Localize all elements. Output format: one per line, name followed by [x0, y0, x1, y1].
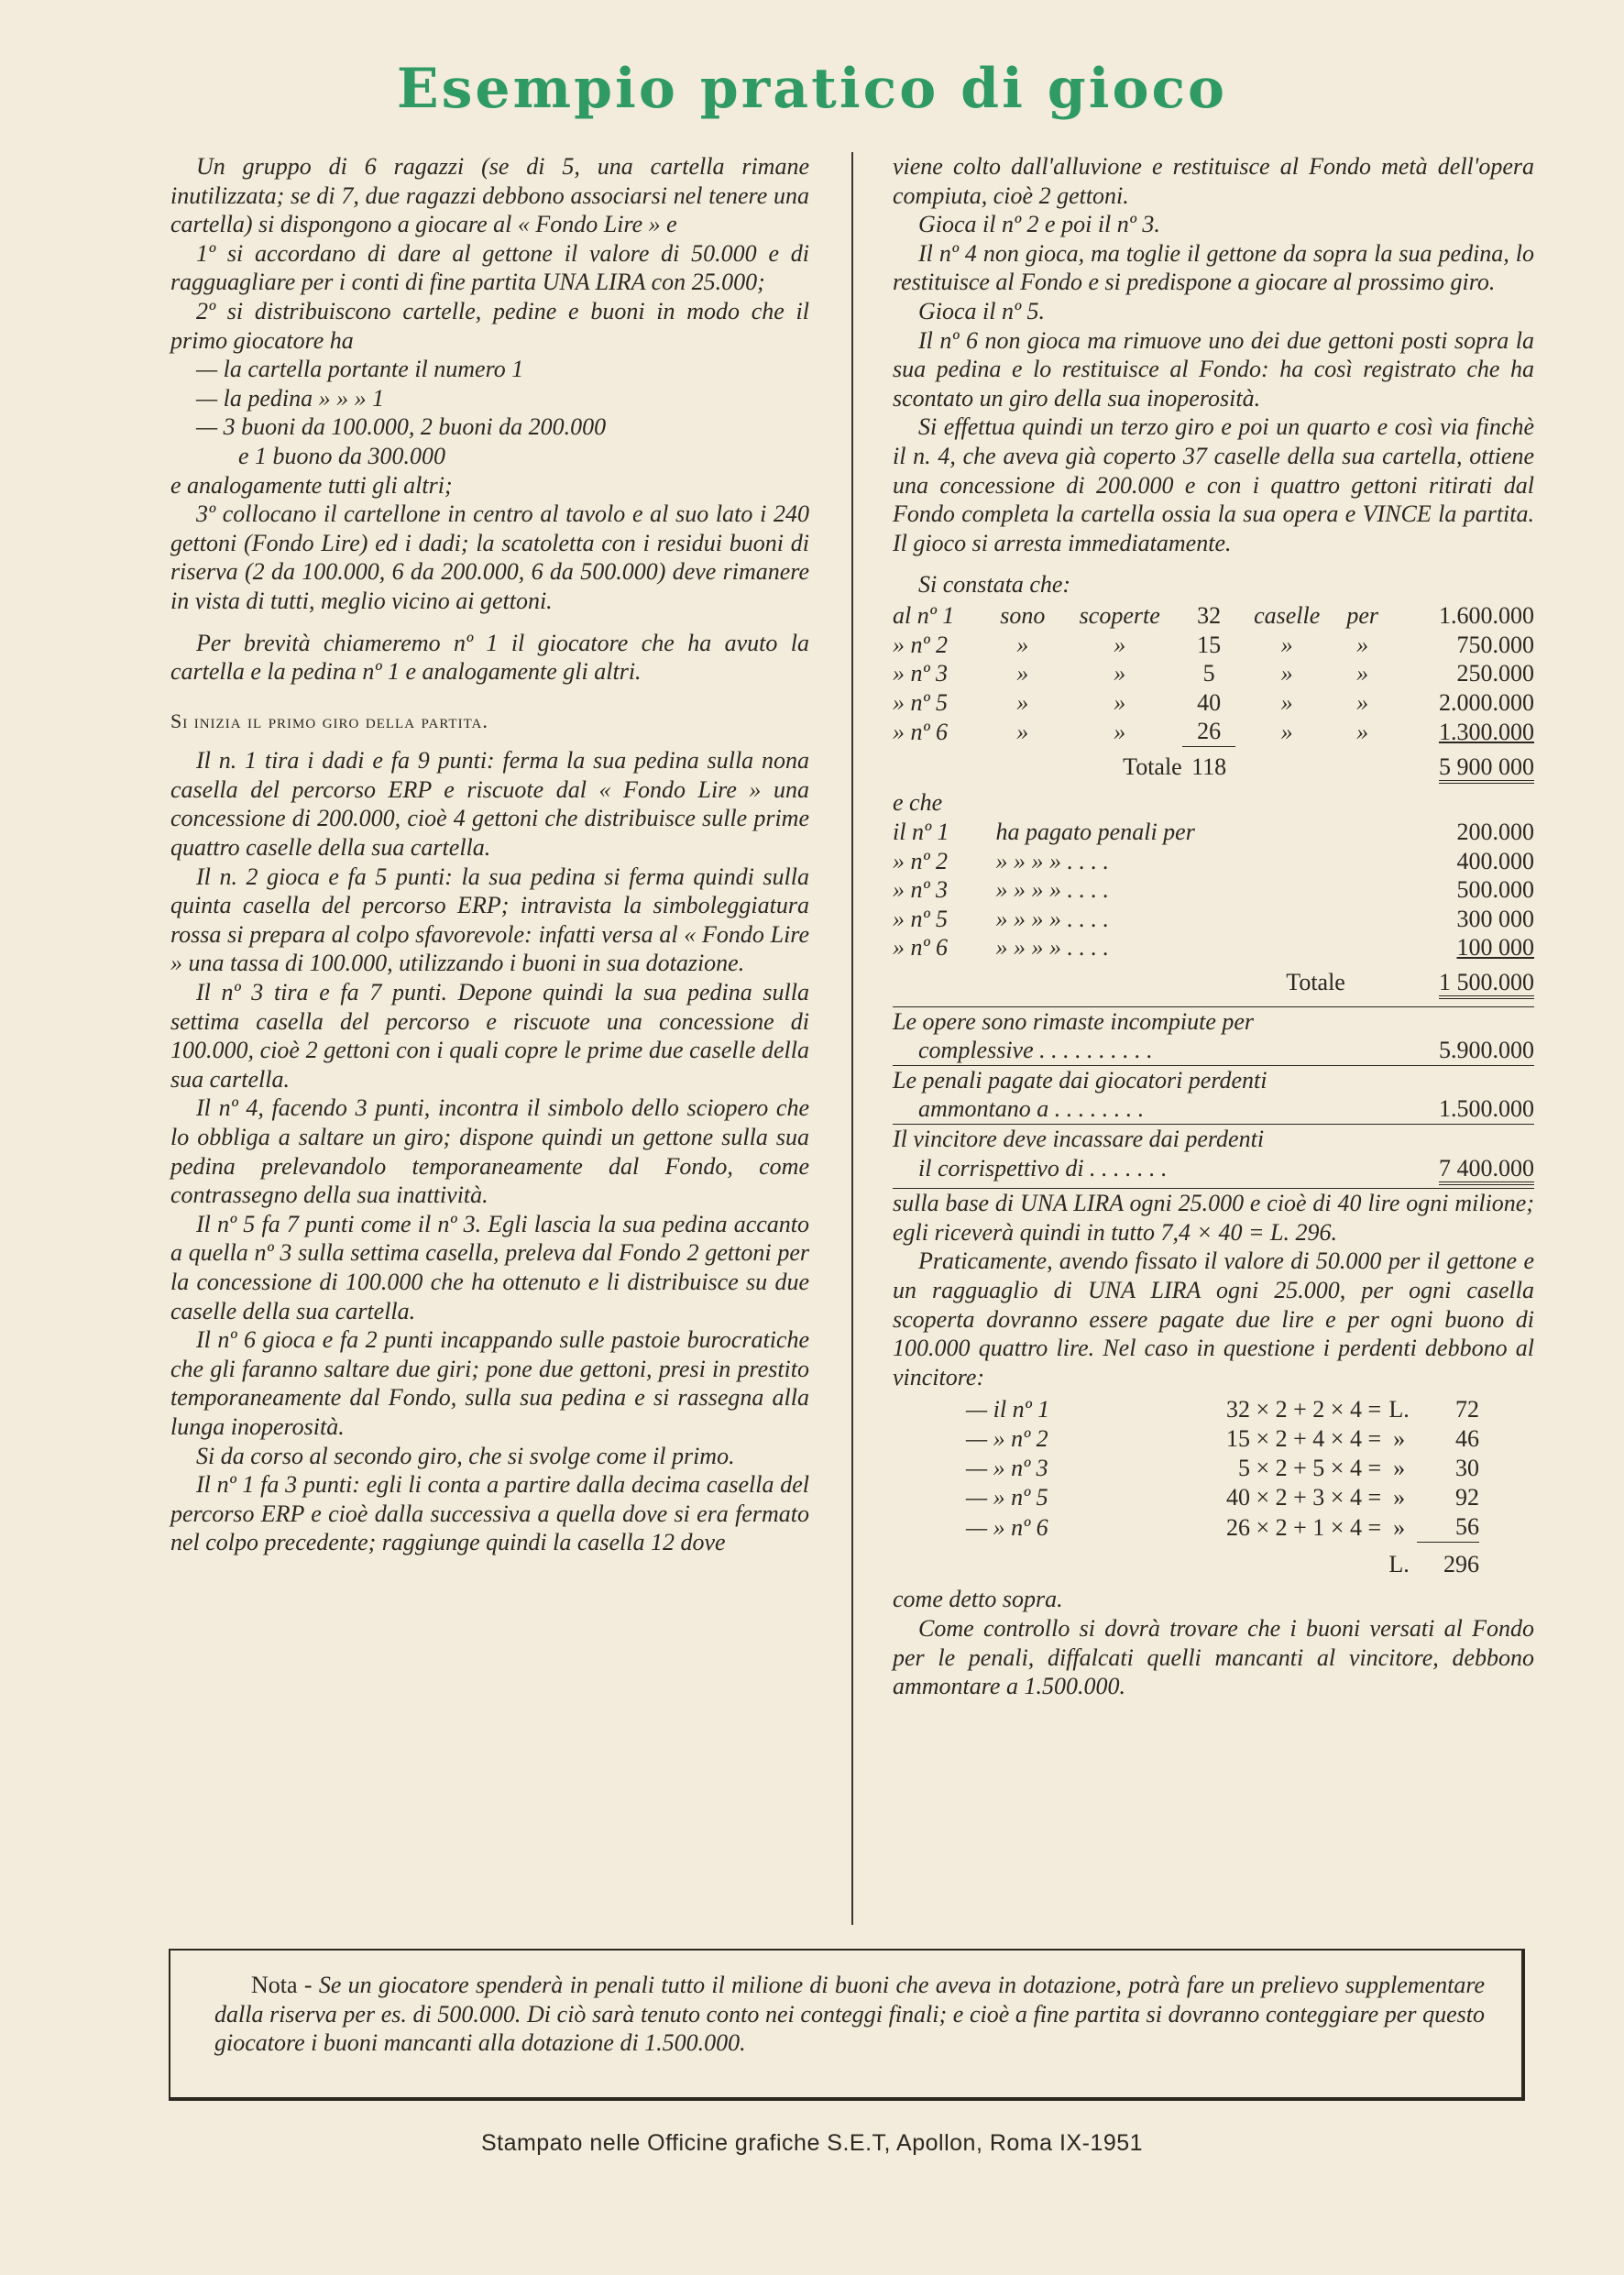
text-cell: » [1356, 631, 1369, 658]
text-cell: scoperte [1079, 601, 1160, 629]
section-heading: Si inizia il primo giro della partita. [170, 709, 488, 732]
paragraph: Il nº 3 tira e fa 7 punti. Depone quindi la sua pedina sulla settima casella del percorso e riscuote una concessione di 100.000, cioè 2 gettoni con i quali copre le prime due caselle della sua cartella. [170, 979, 809, 1093]
text-cell: » » » » . . . . [995, 905, 1109, 932]
amount-cell: 92 [1455, 1484, 1479, 1511]
paragraph: Si constata che: [918, 571, 1071, 599]
paragraph: Il n. 2 gioca e fa 5 punti: la sua pedina si ferma quindi sulla quinta casella del percorso ERP; intravista la simboleggiatura rossa si prepara al colpo sfavorevole: infatti versa al « Fondo Lire » una tassa di 100.000, utilizzando i buoni in sua dotazione. [170, 863, 809, 977]
paragraph: e che [893, 789, 943, 817]
player-cell: » nº 2 [893, 847, 949, 874]
note-label: Nota - [251, 1972, 313, 1998]
amount-cell: 1.600.000 [1439, 601, 1534, 629]
table-row [893, 659, 1534, 688]
page-title: Esempio pratico di gioco [396, 57, 1228, 121]
amount-cell: 2.000.000 [1439, 688, 1534, 716]
paragraph: Gioca il nº 2 e poi il nº 3. [918, 211, 1160, 238]
paragraph: 2º si distribuiscono cartelle, pedine e buoni in modo che il primo giocatore ha [170, 297, 809, 354]
total-row [893, 962, 1534, 997]
note-text: Se un giocatore spenderà in penali tutto il milione di buoni che aveva in dotazione, potrà fare un prelievo supplementare dalla riserva per es. di 500.000. Di ciò sarà tenuto conto nei conteggi finali; e cioè a fine partita si dovranno conteggiare per questo giocatore i buoni mancanti alla dotazione di 1.500.000. [214, 1972, 1486, 2057]
count-cell: 5 [1202, 660, 1215, 687]
text-cell: » [1016, 718, 1029, 745]
text-cell: » [1356, 688, 1369, 716]
summary-value: 5.900.000 [1439, 1037, 1534, 1064]
total-currency: L. [1388, 1551, 1410, 1578]
player-cell: al nº 1 [893, 601, 955, 629]
player-cell: » nº 3 [893, 660, 949, 687]
table-row [893, 688, 1534, 718]
table-row [893, 905, 1534, 934]
paragraph: Un gruppo di 6 ragazzi (se di 5, una cartella rimane inutilizzata; se di 7, due ragazzi debbono associarsi nel tenere una cartella) si dispongono a giocare al « Fondo Lire » e [170, 153, 809, 238]
total-value: 296 [1417, 1543, 1479, 1580]
total-value: 5 900 000 [1439, 753, 1534, 784]
paragraph: 1º si accordano di dare al gettone il valore di 50.000 e di ragguagliare per i conti di fine partita UNA LIRA con 25.000; [170, 239, 809, 296]
expression-cell: 40 × 2 + 3 × 4 = [1225, 1484, 1382, 1511]
amount-cell: 500.000 [1456, 876, 1534, 904]
text-cell: » » » » . . . . [995, 847, 1109, 874]
table-row [893, 933, 1534, 962]
currency-cell: » [1393, 1513, 1406, 1541]
expression-cell: 5 × 2 + 5 × 4 = [1237, 1455, 1382, 1482]
expression-cell: 32 × 2 + 2 × 4 = [1225, 1396, 1382, 1423]
expression-cell: 26 × 2 + 1 × 4 = [1225, 1513, 1382, 1541]
total-label: Totale [1123, 753, 1182, 780]
text-cell: » [1016, 660, 1029, 687]
table-row [966, 1424, 1479, 1454]
player-cell: — » nº 6 [966, 1513, 1048, 1541]
text-cell: » » » » . . . . [995, 876, 1109, 904]
amount-cell: 200.000 [1456, 819, 1534, 846]
paragraph: come detto sopra. [893, 1586, 1063, 1613]
paragraph: Il n. 1 tira i dadi e fa 9 punti: ferma la sua pedina sulla nona casella del percorso ERP e riscuote dal « Fondo Lire » una concessione di 200.000, cioè 4 gettoni che distribuisce sulle prime quattro caselle della sua cartella. [170, 747, 809, 862]
paragraph: Il nº 4, facendo 3 punti, incontra il simbolo dello sciopero che lo obbliga a saltare un giro; dispone quindi un gettone sulla sua pedina prelevandolo temporaneamente dal Fondo, come contrassegno della sua inattività. [170, 1094, 809, 1209]
player-cell: » nº 5 [893, 905, 949, 932]
paragraph: viene colto dall'alluvione e restituisce al Fondo metà dell'opera compiuta, cioè 2 gettoni. [893, 153, 1534, 209]
payment-calc-table [966, 1395, 1479, 1579]
text-cell: » [1114, 631, 1126, 658]
note-box [169, 1949, 1525, 2101]
table-row [893, 818, 1534, 847]
amount-cell: 100 000 [1456, 934, 1534, 962]
text-cell: » [1114, 718, 1126, 745]
left-column [170, 152, 809, 1557]
player-cell: il nº 1 [893, 819, 949, 846]
right-column [893, 152, 1534, 1701]
paragraph: e analogamente tutti gli altri; [170, 471, 453, 499]
total-label: Totale [1286, 969, 1345, 996]
table-row [893, 847, 1534, 876]
text-cell: caselle [1254, 601, 1321, 629]
table-row [966, 1395, 1479, 1424]
summary-label: ammontano a . . . . . . . . [918, 1095, 1145, 1123]
table-row [966, 1483, 1479, 1512]
text-cell: » [1114, 660, 1126, 687]
table-row [893, 631, 1534, 660]
text-cell: » [1016, 688, 1029, 716]
column-divider [851, 152, 853, 1925]
count-cell: 15 [1197, 631, 1222, 658]
currency-cell: » [1393, 1455, 1406, 1482]
amount-cell: 46 [1455, 1425, 1479, 1453]
paragraph: 3º collocano il cartellone in centro al tavolo e al suo lato i 240 gettoni (Fondo Lire) ed i dadi; la scatoletta con i residui buoni di riserva (2 da 100.000, 6 da 200.000, 6 da 500.000) deve rimanere in vista di tutti, meglio vicino ai gettoni. [170, 500, 809, 614]
total-count: 118 [1182, 746, 1236, 781]
text-cell: ha pagato penali per [995, 819, 1195, 846]
amount-cell: 250.000 [1456, 660, 1534, 687]
text-cell: per [1346, 601, 1378, 629]
count-cell: 40 [1197, 688, 1222, 716]
amount-cell: 56 [1455, 1513, 1479, 1541]
expression-cell: 15 × 2 + 4 × 4 = [1225, 1425, 1382, 1453]
summary-label: Le penali pagate dai giocatori perdenti [893, 1066, 1267, 1094]
player-cell: » nº 2 [893, 631, 949, 658]
list-item: — la cartella portante il numero 1 [196, 356, 524, 383]
text-cell: » » » » . . . . [995, 934, 1109, 962]
paragraph: Si da corso al secondo giro, che si svolge come il primo. [196, 1442, 735, 1469]
printer-footer: Stampato nelle Officine grafiche S.E.T, Apollon, Roma IX-1951 [480, 2130, 1144, 2156]
paragraph: Praticamente, avendo fissato il valore di 50.000 per il gettone e un ragguaglio di UNA LIRA ogni 25.000, per ogni casella scoperta dovranno essere pagate due lire e per ogni buono di 100.000 quattro lire. Nel caso in questione i perdenti debbono al vincitore: [893, 1247, 1534, 1390]
player-cell: » nº 6 [893, 718, 949, 745]
text-cell: sono [1000, 601, 1046, 629]
text-cell: » [1280, 660, 1293, 687]
total-row [966, 1543, 1479, 1580]
currency-cell: » [1393, 1484, 1406, 1511]
list-item: e 1 buono da 300.000 [238, 442, 446, 469]
amount-cell: 750.000 [1456, 631, 1534, 658]
summary-table [893, 1006, 1534, 1183]
summary-label: Il vincitore deve incassare dai perdenti [893, 1126, 1265, 1152]
count-cell: 32 [1197, 601, 1222, 629]
text-cell: » [1280, 688, 1293, 716]
text-cell: » [1280, 631, 1293, 658]
paragraph: sulla base di UNA LIRA ogni 25.000 e cioè di 40 lire ogni milione; egli riceverà quindi in tutto 7,4 × 40 = L. 296. [893, 1190, 1534, 1246]
text-cell: » [1016, 631, 1029, 658]
table-row [966, 1454, 1479, 1483]
amount-cell: 400.000 [1456, 847, 1534, 874]
uncovered-table [893, 601, 1534, 782]
text-cell: » [1356, 718, 1369, 745]
player-cell: » nº 5 [893, 688, 949, 716]
amount-cell: 1.300.000 [1439, 718, 1534, 745]
text-cell: » [1114, 688, 1126, 716]
paragraph: Gioca il nº 5. [918, 297, 1046, 324]
table-row [893, 875, 1534, 905]
currency-cell: L. [1388, 1396, 1410, 1423]
paragraph: Come controllo si dovrà trovare che i buoni versati al Fondo per le penali, diffalcati quelli mancanti al vincitore, debbono ammontare a 1.500.000. [893, 1614, 1534, 1700]
amount-cell: 30 [1455, 1455, 1479, 1482]
paragraph: Il nº 5 fa 7 punti come il nº 3. Egli lascia la sua pedina accanto a quella nº 3 sulla settima casella, preleva dal Fondo 2 gettoni per la concessione di 100.000 che ha ottenuto e li distribuisce su due caselle della sua cartella. [170, 1210, 809, 1324]
paragraph: Si effettua quindi un terzo giro e poi un quarto e così via finchè il n. 4, che aveva già coperto 37 caselle della sua cartella, ottiene una concessione di 200.000 e con i quattro gettoni ritirati dal Fondo completa la cartella ossia la sua opera e VINCE la partita. Il gioco si arresta immediatamente. [893, 413, 1534, 556]
summary-value: 1.500.000 [1439, 1095, 1534, 1123]
penalties-table [893, 818, 1534, 997]
paragraph: Il nº 1 fa 3 punti: egli li conta a partire dalla decima casella del percorso ERP e cioè dalla successiva a quella dove si era fermato nel colpo precedente; raggiunge quindi la casella 12 dove [170, 1471, 809, 1556]
player-cell: — » nº 3 [966, 1455, 1048, 1482]
list-item: — la pedina » » » 1 [196, 384, 385, 412]
paragraph: Il nº 6 gioca e fa 2 punti incappando sulle pastoie burocratiche che gli faranno saltare due giri; pone due gettoni, presi in prestito temporaneamente dal Fondo, sulla sua pedina e si rassegna alla lunga inoperosità. [170, 1326, 809, 1440]
paragraph: Il nº 4 non gioca, ma toglie il gettone da sopra la sua pedina, lo restituisce al Fondo e si predispone a giocare al prossimo giro. [893, 239, 1534, 296]
paragraph: Il nº 6 non gioca ma rimuove uno dei due gettoni posti sopra la sua pedina e lo restituisce al Fondo: ha così registrato che ha scontato un giro della sua inoperosità. [893, 326, 1534, 412]
amount-cell: 72 [1455, 1396, 1479, 1423]
summary-label: complessive . . . . . . . . . . [918, 1037, 1153, 1064]
summary-label: il corrispettivo di . . . . . . . [918, 1154, 1168, 1181]
table-row [966, 1512, 1479, 1543]
player-cell: » nº 6 [893, 934, 949, 962]
amount-cell: 300 000 [1456, 905, 1534, 932]
summary-label: Le opere sono rimaste incompiute per [893, 1007, 1255, 1035]
player-cell: — » nº 5 [966, 1484, 1048, 1511]
text-cell: » [1280, 718, 1293, 745]
table-row [893, 601, 1534, 631]
summary-value: 7 400.000 [1439, 1155, 1534, 1185]
player-cell: — » nº 2 [966, 1425, 1048, 1453]
list-item: — 3 buoni da 100.000, 2 buoni da 200.000 [196, 413, 607, 441]
total-row [893, 746, 1534, 781]
player-cell: — il nº 1 [966, 1396, 1050, 1423]
total-value: 1 500.000 [1439, 969, 1534, 999]
count-cell: 26 [1197, 718, 1222, 745]
paragraph: Per brevità chiameremo nº 1 il giocatore che ha avuto la cartella e la pedina nº 1 e analogamente gli altri. [170, 629, 809, 686]
text-cell: » [1356, 660, 1369, 687]
table-row [893, 717, 1534, 746]
currency-cell: » [1393, 1425, 1406, 1453]
player-cell: » nº 3 [893, 876, 949, 904]
